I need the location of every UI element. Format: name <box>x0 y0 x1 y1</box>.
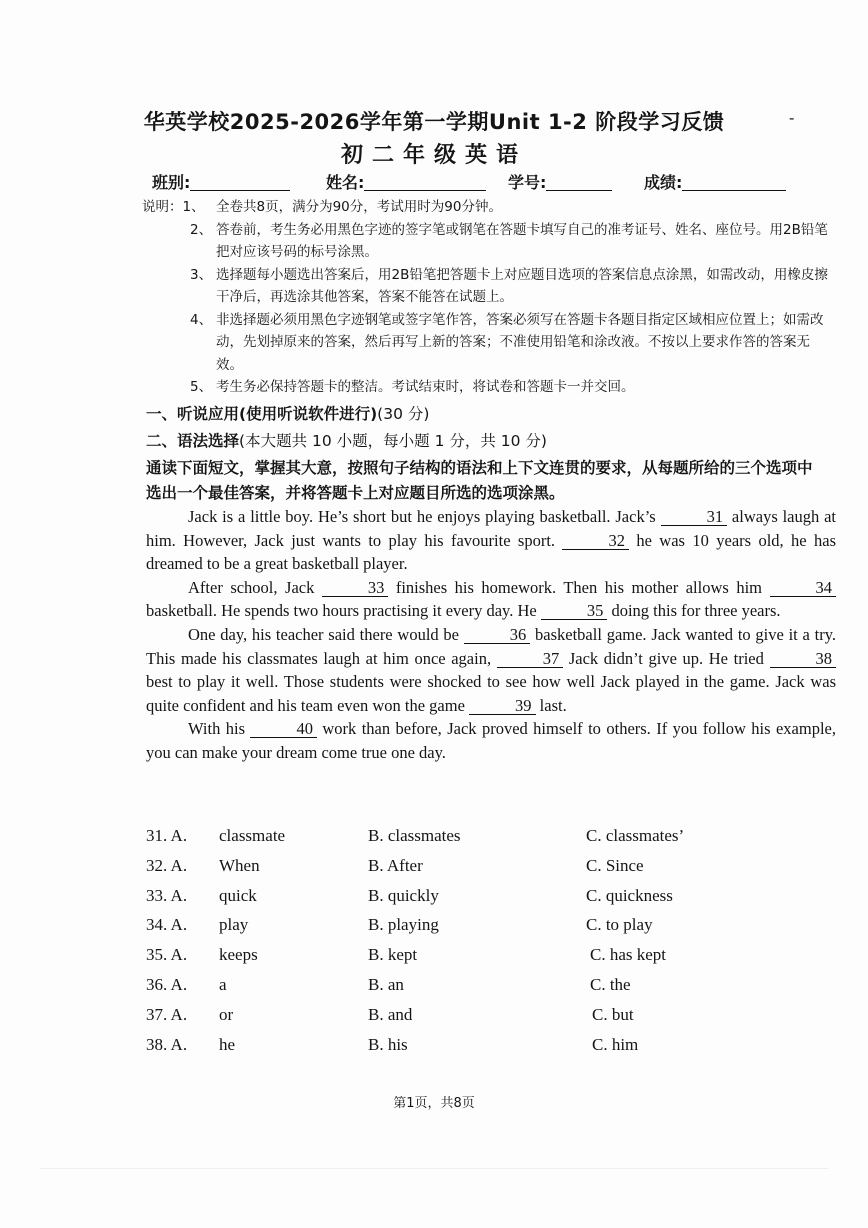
passage-paragraph <box>146 576 836 623</box>
blank-39: 39 <box>469 697 536 715</box>
name-label: 姓名: <box>326 173 365 192</box>
instruction-text: 考生务必保持答题卡的整洁。考试结束时，将试卷和答题卡一并交回。 <box>216 379 635 395</box>
score-label: 成绩: <box>644 173 683 192</box>
passage-text: One day, his teacher said there would be <box>188 624 464 644</box>
passage-text: doing this for three years. <box>607 601 781 621</box>
option-row-35 <box>146 945 846 975</box>
option-c: C. the <box>590 974 631 994</box>
option-a: he <box>219 1034 236 1054</box>
blank-36: 36 <box>464 626 531 644</box>
option-b: B. playing <box>368 915 439 935</box>
passage-text: Jack didn’t give up. He tried <box>563 648 770 668</box>
option-a: keeps <box>219 945 258 965</box>
passage-paragraph <box>146 505 836 576</box>
option-b: B. his <box>368 1034 408 1054</box>
passage-paragraph <box>146 623 836 717</box>
blank-37: 37 <box>497 650 564 668</box>
instruction-label: 5、 <box>190 379 213 395</box>
option-b: B. classmates <box>368 826 461 845</box>
option-c: C. has kept <box>590 945 667 965</box>
option-a: play <box>219 915 249 935</box>
name-field <box>326 170 486 193</box>
instruction-text: 全卷共8页，满分为90分，考试用时为90分钟。 <box>216 199 502 215</box>
option-a: a <box>219 974 227 994</box>
section-2-heading <box>146 429 547 451</box>
id-label: 学号: <box>508 173 547 192</box>
name-blank <box>364 174 486 191</box>
option-c: C. quickness <box>586 885 673 905</box>
instruction-item <box>148 264 828 309</box>
option-b: B. kept <box>368 945 418 965</box>
blank-32: 32 <box>562 532 629 550</box>
question-number: 34. A. <box>146 915 188 935</box>
option-row-33 <box>146 886 846 916</box>
blank-40: 40 <box>250 720 317 738</box>
option-row-32 <box>146 856 846 886</box>
section-2-intro: 通读下面短文，掌握其大意，按照句子结构的语法和上下文连贯的要求，从每题所给的三个选项中选出一个最佳答案，并将答题卡上对应题目所选的选项涂黑。 <box>146 459 813 502</box>
section-2-title: 二、语法选择 <box>146 432 240 450</box>
option-row-34 <box>146 915 846 945</box>
option-b: B. quickly <box>368 885 439 905</box>
instruction-item <box>148 376 828 399</box>
exam-subtitle: 初二年级英语 <box>340 143 527 168</box>
instructions <box>142 196 828 399</box>
passage-text: work than before, Jack proved himself to others. If you follow his example, you can make your dream come true one day. <box>146 719 836 762</box>
question-number: 36. A. <box>146 974 188 994</box>
cloze-passage <box>146 505 836 765</box>
instruction-label: 4、 <box>190 311 213 328</box>
option-c: C. but <box>592 1004 634 1024</box>
question-number: 35. A. <box>146 945 188 965</box>
class-label: 班别: <box>152 173 191 192</box>
instruction-text: 选择题每小题选出答案后，用2B铅笔把答题卡上对应题目选项的答案信息点涂黑，如需改动，用橡皮擦干净后，再选涂其他答案，答案不能答在试题上。 <box>216 266 828 305</box>
option-row-31 <box>146 826 846 856</box>
passage-text: basketball. He spends two hours practising it every day. He <box>146 601 541 621</box>
option-c: C. classmates’ <box>586 826 685 845</box>
option-a: or <box>219 1004 234 1024</box>
passage-text: basketball game. Jack wanted to give it a try. This made his classmates laugh at him once again, <box>146 624 836 668</box>
passage-paragraph <box>146 717 836 764</box>
section-2-detail: (本大题共 10 小题，每小题 1 分，共 10 分) <box>239 432 547 450</box>
section-1-title: 一、听说应用(使用听说软件进行) <box>146 405 378 423</box>
passage-text: best to play it well. Those students were shocked to see how well Jack played in the game. Jack was quite confident and his team even won the game <box>146 672 836 715</box>
instruction-item <box>148 219 828 264</box>
passage-text: Jack is a little boy. He’s short but he enjoys playing basketball. Jack’s <box>188 507 656 526</box>
passage-text: he was 10 years old, he has dreamed to be a great basketball player. <box>146 530 836 574</box>
blank-38: 38 <box>770 650 837 668</box>
blank-31: 31 <box>661 508 728 526</box>
id-field <box>508 170 612 193</box>
id-blank <box>546 174 612 191</box>
passage-text: With his <box>188 719 251 739</box>
score-blank <box>682 174 786 191</box>
option-c: C. him <box>592 1034 639 1054</box>
instruction-label: 3、 <box>190 266 213 283</box>
instruction-item <box>142 196 828 219</box>
class-field <box>152 170 290 193</box>
instruction-text: 答卷前，考生务必用黑色字迹的签字笔或钢笔在答题卡填写自己的准考证号、姓名、座位号。用2B铅笔把对应该号码的标号涂黑。 <box>216 221 828 260</box>
class-blank <box>190 174 290 191</box>
option-a: When <box>219 855 260 875</box>
option-b: B. and <box>368 1004 413 1024</box>
exam-title: 华英学校2025-2026学年第一学期Unit 1-2 阶段学习反馈 <box>143 110 725 134</box>
instruction-text: 非选择题必须用黑色字迹钢笔或签字笔作答，答案必须写在答题卡各题目指定区域相应位置上；如需改动，先划掉原来的答案，然后再写上新的答案；不准使用铅笔和涂改液。不按以上要求作答的答案无效。 <box>216 311 824 373</box>
option-c: C. to play <box>586 915 653 935</box>
question-number: 32. A. <box>146 855 188 875</box>
question-number: 31. A. <box>146 826 188 845</box>
passage-text: last. <box>535 695 567 715</box>
option-b: B. an <box>368 974 404 994</box>
question-number: 38. A. <box>146 1034 188 1054</box>
option-a: quick <box>219 885 257 905</box>
passage-text: always laugh at him. However, Jack just wants to play his favourite sport. <box>146 507 837 550</box>
option-row-38 <box>146 1035 846 1065</box>
option-row-36 <box>146 975 846 1005</box>
section-1-points: (30 分) <box>377 405 430 423</box>
option-b: B. After <box>368 855 423 875</box>
section-1-heading <box>146 402 429 424</box>
scan-edge-line <box>40 1168 828 1169</box>
answer-options <box>146 826 846 1064</box>
instruction-item <box>148 309 828 377</box>
option-a: classmate <box>219 826 286 845</box>
blank-33: 33 <box>322 579 389 597</box>
passage-text: After school, Jack <box>188 577 322 597</box>
question-number: 33. A. <box>146 885 188 905</box>
blank-34: 34 <box>770 579 837 597</box>
question-number: 37. A. <box>146 1004 188 1024</box>
instruction-label: 2、 <box>190 221 213 238</box>
passage-text: finishes his homework. Then his mother allows him <box>388 577 770 597</box>
stray-mark: - <box>789 108 795 127</box>
option-c: C. Since <box>586 855 644 875</box>
instruction-label: 说明：1、 <box>142 199 205 215</box>
blank-35: 35 <box>541 602 608 620</box>
student-info-row <box>152 170 812 196</box>
page-footer: 第1页，共8页 <box>393 1096 475 1111</box>
option-row-37 <box>146 1005 846 1035</box>
score-field <box>644 170 786 193</box>
